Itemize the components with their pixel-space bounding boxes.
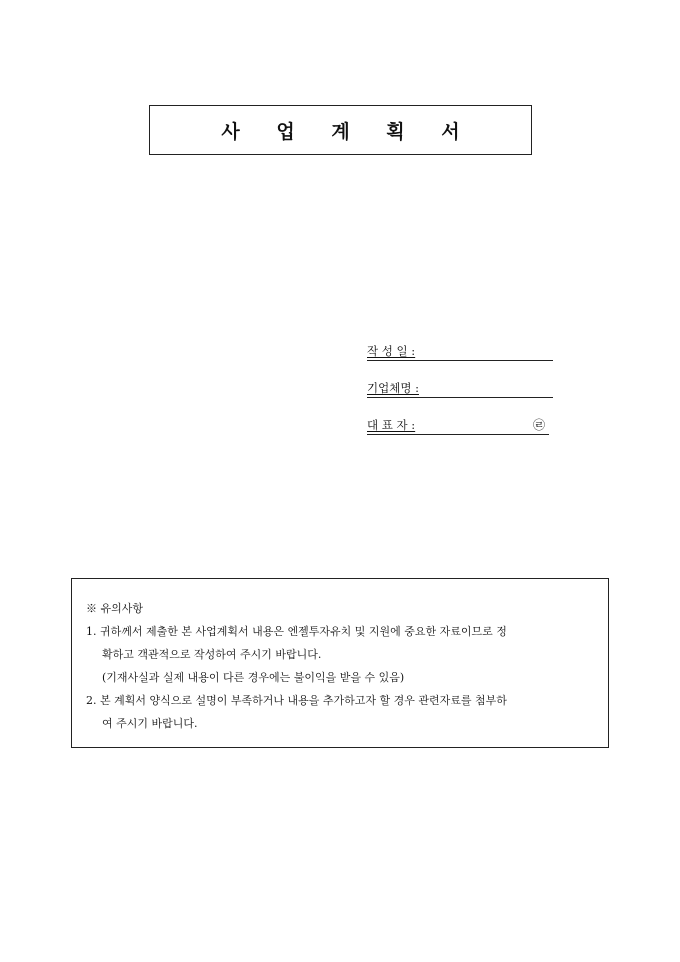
date-field[interactable] xyxy=(367,344,553,361)
page-title: 사 업 계 획 서 xyxy=(221,120,475,143)
notice-box xyxy=(71,578,609,748)
company-name-label: 기업체명 : xyxy=(367,381,419,395)
date-label: 작 성 일 : xyxy=(367,344,416,358)
notice-line-4: 2. 본 계획서 양식으로 설명이 부족하거나 내용을 추가하고자 할 경우 관련자료를 첨부하 xyxy=(86,694,507,707)
company-name-field[interactable] xyxy=(367,381,553,398)
representative-label: 대 표 자 : xyxy=(367,418,416,432)
representative-field[interactable] xyxy=(367,418,549,435)
notice-line-3: (기재사실과 실제 내용이 다른 경우에는 불이익을 받을 수 있음) xyxy=(102,671,405,684)
notice-heading: ※ 유의사항 xyxy=(86,602,144,615)
title-box xyxy=(149,105,532,155)
seal-mark: ㉣ xyxy=(532,418,545,432)
notice-line-1: 1. 귀하께서 제출한 본 사업계획서 내용은 엔젤투자유치 및 지원에 중요한 자료이므로 정 xyxy=(86,625,507,638)
notice-line-5: 여 주시기 바랍니다. xyxy=(102,717,198,730)
notice-line-2: 확하고 객관적으로 작성하여 주시기 바랍니다. xyxy=(102,648,322,661)
